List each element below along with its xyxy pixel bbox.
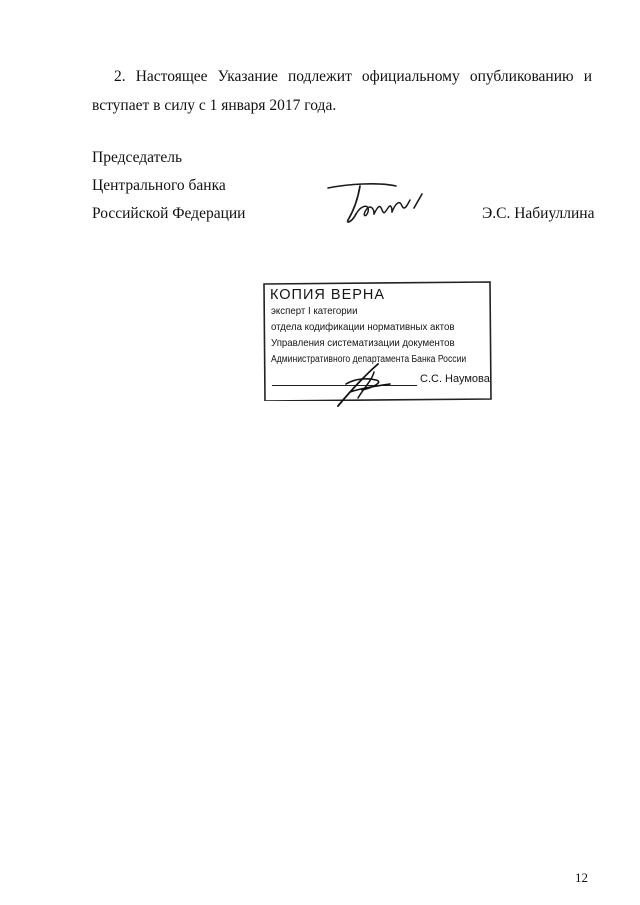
stamp-name: С.С. Наумова [420, 373, 490, 385]
signatory-name: Э.С. Набиуллина [482, 205, 595, 222]
stamp-line-1: эксперт I категории [271, 305, 358, 317]
stamp-line-4: Административного департамента Банка России [271, 354, 467, 365]
stamp-line-3: Управления систематизации документов [271, 337, 455, 349]
position-line-1: Председатель [92, 149, 183, 166]
stamp-title: КОПИЯ ВЕРНА [270, 287, 386, 303]
paragraph-2 [92, 62, 592, 120]
stamp-handwritten-signature [332, 358, 402, 410]
position-line-3: Российской Федерации [92, 205, 246, 222]
signatory-position [92, 144, 245, 228]
handwritten-signature [318, 178, 438, 228]
page-number: 12 [575, 870, 588, 885]
paragraph-text: Настоящее Указание подлежит официальному опубликованию и вступает в силу с 1 января 2017 года. [92, 68, 592, 114]
stamp-line-2: отдела кодификации нормативных актов [271, 321, 455, 333]
position-line-2: Центрального банка [92, 177, 226, 194]
paragraph-number: 2. [114, 68, 126, 85]
